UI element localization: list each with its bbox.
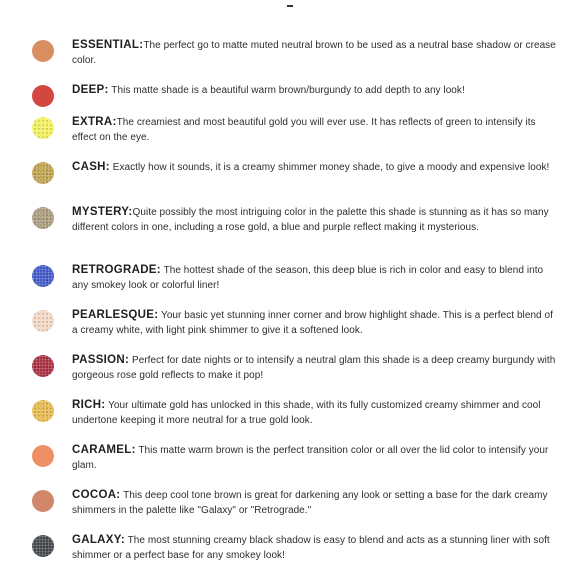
shade-text [72, 533, 558, 563]
shade-text [72, 38, 558, 68]
shade-text [72, 205, 558, 235]
shade-row [28, 83, 558, 119]
shade-description: The hottest shade of the season, this deep blue is rich in color and easy to blend into any smokey look or colorful liner! [72, 265, 544, 291]
shade-text [72, 83, 558, 98]
shade-name: ESSENTIAL: [72, 39, 144, 51]
shade-text [72, 398, 558, 428]
shade-description: Exactly how it sounds, it is a creamy shimmer money shade, to give a moody and expensive look! [109, 162, 550, 173]
shade-swatch [32, 355, 54, 377]
shade-description: This deep cool tone brown is great for darkening any look or setting a base for the dark creamy shimmers in the palette like "Galaxy" or "Retrograde." [72, 490, 548, 516]
shade-name: CASH: [72, 161, 110, 173]
shade-name: GALAXY: [72, 534, 125, 546]
shade-description: The most stunning creamy black shadow is easy to blend and acts as a stunning liner with soft shimmer or a perfect base for any smokey look! [72, 535, 550, 561]
shade-description: Your basic yet stunning inner corner and brow highlight shade. This is a perfect blend of a creamy white, with light pink shimmer to give it a softened look. [72, 310, 553, 336]
shade-name: MYSTERY: [72, 206, 133, 218]
shade-text [72, 308, 558, 338]
shade-name: RICH: [72, 399, 106, 411]
shade-description: Quite possibly the most intriguing color in the palette this shade is stunning as it has so many different colors in one, including a rose gold, a blue and purple reflect making it mysterious. [72, 207, 549, 233]
shade-name: EXTRA: [72, 116, 117, 128]
shade-name: CARAMEL: [72, 444, 136, 456]
shade-swatch [32, 85, 54, 107]
shade-swatch [32, 162, 54, 184]
shade-text [72, 263, 558, 293]
shade-swatch [32, 310, 54, 332]
shade-row [28, 353, 558, 389]
shade-row [28, 398, 558, 434]
shade-row [28, 115, 558, 151]
shade-swatch [32, 445, 54, 467]
shade-row [28, 308, 558, 344]
shade-description: This matte warm brown is the perfect transition color or all over the lid color to intensify your glam. [72, 445, 549, 471]
shade-description: Perfect for date nights or to intensify a neutral glam this shade is a deep creamy burgundy with gorgeous rose gold reflects to make it pop! [72, 355, 556, 381]
shade-swatch [32, 490, 54, 512]
shade-row [28, 38, 558, 74]
shade-name: PEARLESQUE: [72, 309, 159, 321]
shade-name: DEEP: [72, 84, 109, 96]
shade-row [28, 205, 558, 241]
shade-swatch [32, 400, 54, 422]
shade-swatch [32, 535, 54, 557]
shade-row [28, 488, 558, 524]
shade-swatch [32, 117, 54, 139]
shade-name: COCOA: [72, 489, 121, 501]
shade-text [72, 353, 558, 383]
shade-description: The perfect go to matte muted neutral brown to be used as a neutral base shadow or crease color. [72, 40, 556, 66]
shade-row [28, 263, 558, 299]
shade-text [72, 160, 558, 175]
shade-text [72, 115, 558, 145]
shade-swatch [32, 265, 54, 287]
shade-description: The creamiest and most beautiful gold you will ever use. It has reflects of green to intensify its effect on the eye. [72, 117, 536, 143]
top-dash-mark [287, 5, 293, 7]
shade-swatch [32, 207, 54, 229]
shade-name: PASSION: [72, 354, 130, 366]
shade-description: Your ultimate gold has unlocked in this shade, with its fully customized creamy shimmer and cool undertone keeping it more neutral for a true gold look. [72, 400, 541, 426]
shade-row [28, 443, 558, 479]
shade-text [72, 488, 558, 518]
shade-row [28, 160, 558, 196]
shade-name: RETROGRADE: [72, 264, 161, 276]
shade-description: This matte shade is a beautiful warm brown/burgundy to add depth to any look! [108, 85, 465, 96]
shade-text [72, 443, 558, 473]
shade-row [28, 533, 558, 569]
shade-swatch [32, 40, 54, 62]
